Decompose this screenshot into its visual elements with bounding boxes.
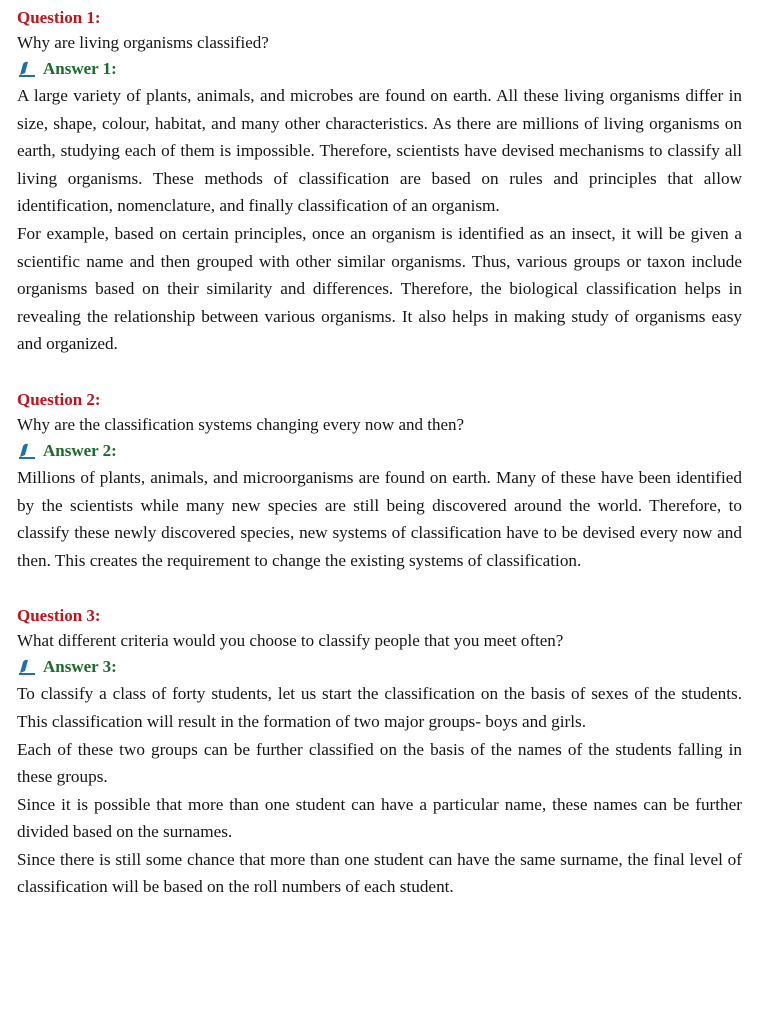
answer-heading: Answer 1: <box>43 59 117 78</box>
question-text: What different criteria would you choose to classify people that you meet often? <box>17 631 564 651</box>
answer-heading: Answer 3: <box>43 657 117 677</box>
answer-paragraph: Each of these two groups can be further classified on the basis of the names of the students falling in these groups. <box>17 739 742 787</box>
answer-paragraph: For example, based on certain principles, once an organism is identified as an insect, it will be given a scientific name and then grouped with other similar organisms. Thus, various groups or taxon include organisms based on their similarity and differences. Therefore, the biological classification helps in revealing the relationship between various organisms. It also helps in making study of organisms easy and organized. <box>17 223 742 354</box>
qa-block-1 <box>17 6 742 358</box>
qa-block-3 <box>17 604 742 901</box>
answer-paragraph: To classify a class of forty students, let us start the classification on the basis of sexes of the students. This classification will result in the formation of two major groups- boys and girls. <box>17 684 742 731</box>
pen-icon <box>17 658 37 676</box>
answer-paragraph: Since there is still some chance that more than one student can have the same surname, the final level of classification will be based on the roll numbers of each student. <box>17 849 742 897</box>
answer-paragraph: Since it is possible that more than one student can have a particular name, these names can be further divided based on the surnames. <box>17 794 742 842</box>
answer-paragraph: A large variety of plants, animals, and microbes are found on earth. All these living organisms differ in size, shape, colour, habitat, and many other characteristics. As there are millions of living organisms on earth, studying each of them is impossible. Therefore, scientists have devised mechanisms to classify all living organisms. These methods of classification are based on rules and principles that allow identification, nomenclature, and finally classification of an organism. <box>17 86 742 216</box>
answer-heading: Answer 2: <box>43 440 117 460</box>
question-text: Why are the classification systems changing every now and then? <box>17 414 465 434</box>
question-text: Why are living organisms classified? <box>17 33 269 52</box>
pen-icon <box>17 442 37 460</box>
question-heading: Question 2: <box>17 389 101 409</box>
answer-heading-row <box>17 654 742 680</box>
answer-heading-row <box>17 438 742 464</box>
question-heading: Question 3: <box>17 606 101 626</box>
qa-block-2 <box>17 388 742 574</box>
question-heading: Question 1: <box>17 8 101 27</box>
answer-heading-row <box>17 56 742 82</box>
pen-icon <box>17 60 37 78</box>
answer-paragraph: Millions of plants, animals, and microorganisms are found on earth. Many of these have been identified by the scientists while many new species are still being discovered around the world. Therefore, to classify these newly discovered species, new systems of classification have to be devised every now and then. This creates the requirement to change the existing systems of classification. <box>17 467 742 570</box>
